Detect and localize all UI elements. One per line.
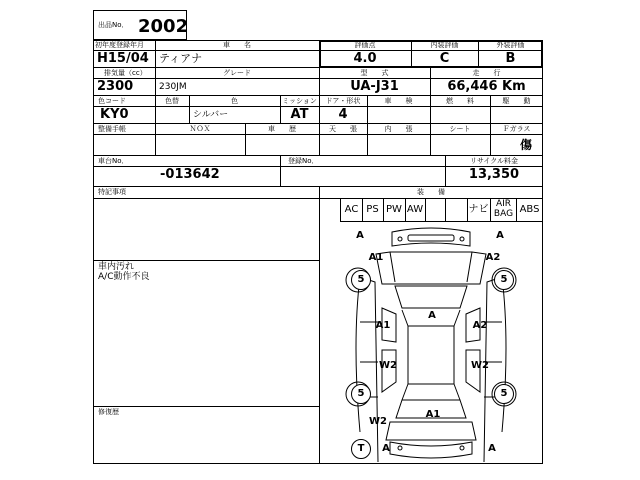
mark-rear-door-right: W2 xyxy=(471,360,489,371)
chassis-number-label: 車台No． xyxy=(98,157,129,165)
displacement-label: 排気量（cc） xyxy=(104,69,147,77)
mark-roof: A xyxy=(428,310,436,321)
color-code-label: 色コード xyxy=(98,97,126,105)
color-value: シルバー xyxy=(193,110,229,120)
maintenance-notebook-label: 整備手帳 xyxy=(98,125,126,133)
grade-label: グレード xyxy=(223,69,251,77)
mark-front-right: A xyxy=(496,230,504,241)
car-name-label: 車 名 xyxy=(223,41,251,49)
door-value: 4 xyxy=(338,107,348,122)
mark-rear-door-left: W2 xyxy=(379,360,397,371)
lot-number-value: 2002 xyxy=(138,16,189,37)
transmission-label: ミッション xyxy=(282,97,317,105)
equipment-ac: AC xyxy=(344,204,359,215)
recycle-fee-value: 13,350 xyxy=(468,167,520,182)
mark-rear-right: A xyxy=(488,443,496,454)
exterior-score-value: B xyxy=(505,51,516,66)
interior-score-label: 内装評価 xyxy=(430,41,459,49)
lot-number-box xyxy=(93,10,187,40)
equipment-ps: PS xyxy=(366,204,379,215)
nox-label: ＮＯＸ xyxy=(189,125,211,133)
displacement-value: 2300 xyxy=(97,79,134,94)
registration-number-label: 登録No． xyxy=(288,157,319,165)
score-label: 評価点 xyxy=(354,41,376,49)
front-glass-label: Ｆガラス xyxy=(502,125,531,133)
mileage-value: 66,446 Km xyxy=(447,79,526,94)
door-label: ドア・形状 xyxy=(325,97,361,105)
mark-rear-quarter-left: W2 xyxy=(369,416,387,427)
model-value: UA-J31 xyxy=(350,79,399,94)
mark-front-left: A xyxy=(356,230,364,241)
color-code-value: KY0 xyxy=(100,107,129,122)
mark-fender-right: A2 xyxy=(485,252,501,263)
mark-tyre-front-left: 5 xyxy=(351,270,371,290)
grade-value: 230JM xyxy=(159,82,187,92)
score-value: 4.0 xyxy=(353,51,377,66)
mark-spare-tyre: T xyxy=(351,439,371,459)
equipment-airbag: AIR BAG xyxy=(493,199,514,219)
mark-tyre-rear-left: 5 xyxy=(351,384,371,404)
car-damage-diagram xyxy=(320,222,542,463)
mileage-label: 走 行 xyxy=(472,69,501,77)
equipment-label: 装 備 xyxy=(417,188,445,196)
chassis-number-value: -013642 xyxy=(160,167,220,182)
notes-label: 特記事項 xyxy=(98,188,126,196)
exterior-score-label: 外装評価 xyxy=(496,41,525,49)
mark-tyre-front-right: 5 xyxy=(494,270,514,290)
transmission-value: AT xyxy=(290,107,309,122)
registration-label: 初年度登録年月 xyxy=(95,41,144,49)
color-label: 色 xyxy=(231,97,238,105)
fuel-label: 燃 料 xyxy=(446,97,474,105)
color-change-label: 色替 xyxy=(165,97,179,105)
mark-trunk: A1 xyxy=(425,409,441,420)
equipment-navi: ナビ xyxy=(468,204,489,215)
recycle-fee-label: リサイクル料金 xyxy=(469,157,519,165)
roof-lining-label: 天 張 xyxy=(329,125,357,133)
car-name-value: ティアナ xyxy=(159,52,203,65)
mark-tyre-rear-right: 5 xyxy=(494,384,514,404)
note-line-1: 車内汚れ xyxy=(98,262,135,272)
seat-label: シート xyxy=(449,125,471,133)
front-glass-value: 傷 xyxy=(520,138,533,152)
equipment-pw: PW xyxy=(386,204,402,215)
mark-fender-left: A1 xyxy=(368,252,384,263)
inspection-label: 車 検 xyxy=(384,97,413,105)
drive-label: 駆 動 xyxy=(502,97,531,105)
equipment-abs: ABS xyxy=(519,204,540,215)
registration-value: H15/04 xyxy=(97,51,149,66)
note-line-2: A/C動作不良 xyxy=(98,272,150,282)
mark-front-door-right: A2 xyxy=(472,320,488,331)
mark-front-door-left: A1 xyxy=(375,320,391,331)
lot-number-label: 出品No． xyxy=(98,21,129,29)
model-label: 型 式 xyxy=(360,69,389,77)
mark-rear-left: A xyxy=(382,443,390,454)
interior-score-value: C xyxy=(439,51,450,66)
vehicle-history-label: 車 歴 xyxy=(268,125,296,133)
interior-trim-label: 内 張 xyxy=(384,125,413,133)
equipment-aw: AW xyxy=(406,204,424,215)
repair-history-label: 修復歴 xyxy=(98,408,119,416)
